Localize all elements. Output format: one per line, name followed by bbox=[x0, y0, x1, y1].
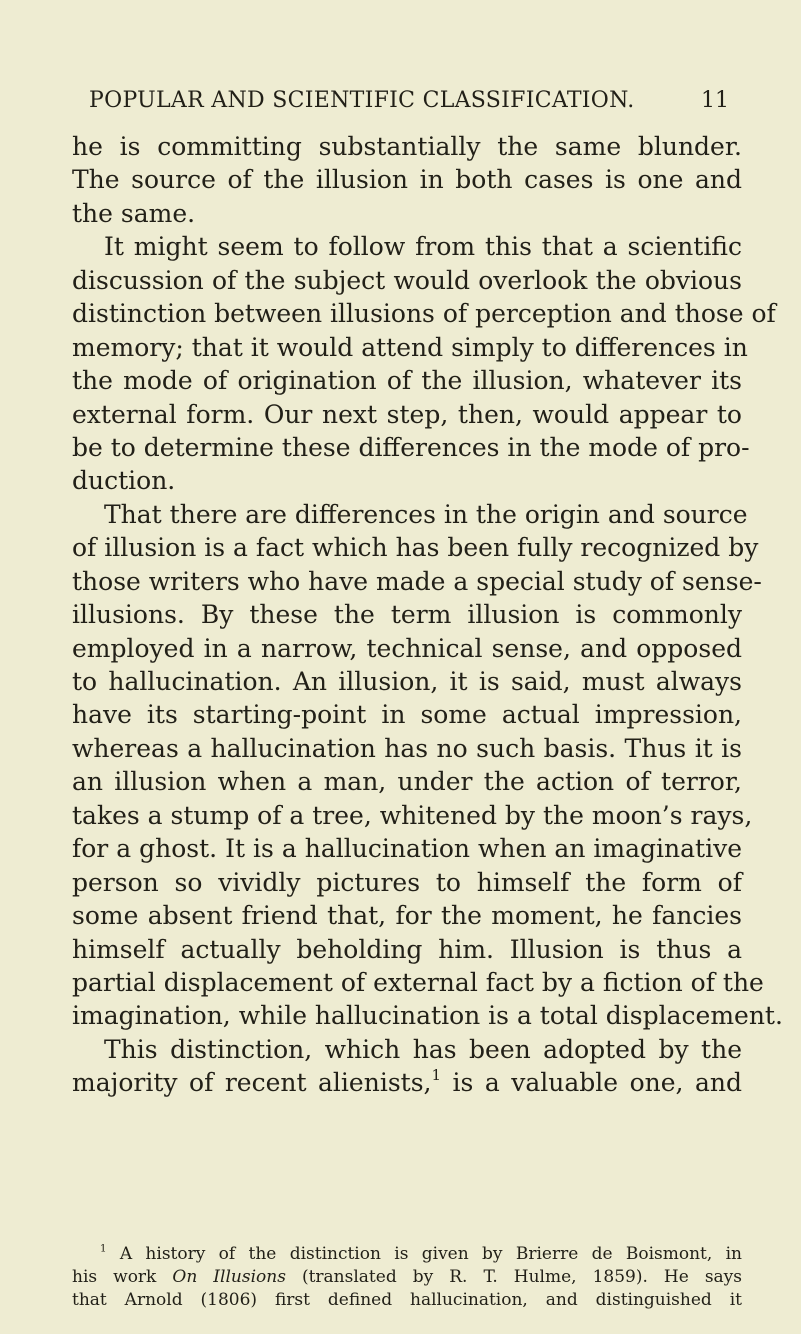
text-line: for a ghost. It is a hallucination when an imaginative bbox=[72, 834, 742, 864]
text-line: discussion of the subject would overlook the obvious bbox=[72, 265, 742, 295]
text-line: It might seem to follow from this that a scientific bbox=[104, 232, 742, 262]
text-line: some absent friend that, for the moment, he fancies bbox=[72, 901, 742, 931]
text-line: That there are differences in the origin and source bbox=[104, 499, 748, 529]
text-line: takes a stump of a tree, whitened by the moon’s rays, bbox=[72, 800, 753, 830]
running-head bbox=[89, 86, 729, 116]
footnote-line: that Arnold (1806) first defined hallucination, and distinguished it bbox=[72, 1290, 742, 1310]
text-line: of illusion is a fact which has been fully recognized by bbox=[72, 533, 759, 563]
text-line: those writers who have made a special study of sense- bbox=[72, 566, 762, 596]
footnote-line bbox=[72, 1266, 742, 1289]
text-fragment: is a valuable one, and bbox=[441, 1068, 742, 1098]
text-line: partial displacement of external fact by a fiction of the bbox=[72, 967, 764, 997]
footnotes bbox=[72, 1243, 742, 1312]
text-line: distinction between illusions of perception and those of bbox=[72, 299, 776, 329]
footnote-line bbox=[72, 1243, 742, 1266]
text-line: imagination, while hallucination is a total displacement. bbox=[72, 1001, 783, 1031]
text-line: himself actually beholding him. Illusion is thus a bbox=[72, 934, 742, 964]
running-head-title: POPULAR AND SCIENTIFIC CLASSIFICATION. bbox=[89, 88, 635, 113]
text-line: memory; that it would attend simply to differences in bbox=[72, 332, 748, 362]
text-line: the same. bbox=[72, 198, 196, 228]
text-fragment: majority of recent alienists, bbox=[72, 1068, 432, 1098]
footnote-reference[interactable]: 1 bbox=[431, 1066, 442, 1084]
text-line: duction. bbox=[72, 466, 176, 496]
text-line: whereas a hallucination has no such basis. Thus it is bbox=[72, 733, 742, 763]
text-line: the mode of origination of the illusion, whatever its bbox=[72, 366, 742, 396]
footnote-text: A history of the distinction is given by Brierre de Boismont, in bbox=[119, 1244, 743, 1264]
page-number: 11 bbox=[701, 88, 729, 113]
text-line: an illusion when a man, under the action of terror, bbox=[72, 767, 742, 797]
text-line: employed in a narrow, technical sense, and opposed bbox=[72, 633, 742, 663]
text-line: This distinction, which has been adopted by the bbox=[104, 1034, 742, 1064]
text-line: be to determine these differences in the mode of pro- bbox=[72, 432, 750, 462]
text-line: The source of the illusion in both cases is one and bbox=[72, 165, 742, 195]
text-line: to hallucination. An illusion, it is said, must always bbox=[72, 667, 742, 696]
text-line: external form. Our next step, then, would appear to bbox=[72, 399, 742, 429]
text-line: have its starting-point in some actual impression, bbox=[72, 700, 742, 730]
text-line: person so vividly pictures to himself the form of bbox=[72, 867, 742, 897]
footnote-marker: 1 bbox=[100, 1243, 107, 1255]
text-line: illusions. By these the term illusion is commonly bbox=[72, 600, 742, 630]
text-line: he is committing substantially the same blunder. bbox=[72, 132, 742, 161]
text-line-with-footnote-ref bbox=[72, 1066, 742, 1099]
work-title: On Illusions bbox=[172, 1267, 286, 1287]
body-text bbox=[72, 130, 783, 1100]
footnote-text: (translated by R. T. Hulme, 1859). He says bbox=[285, 1267, 742, 1287]
footnote-text: his work bbox=[72, 1267, 173, 1287]
